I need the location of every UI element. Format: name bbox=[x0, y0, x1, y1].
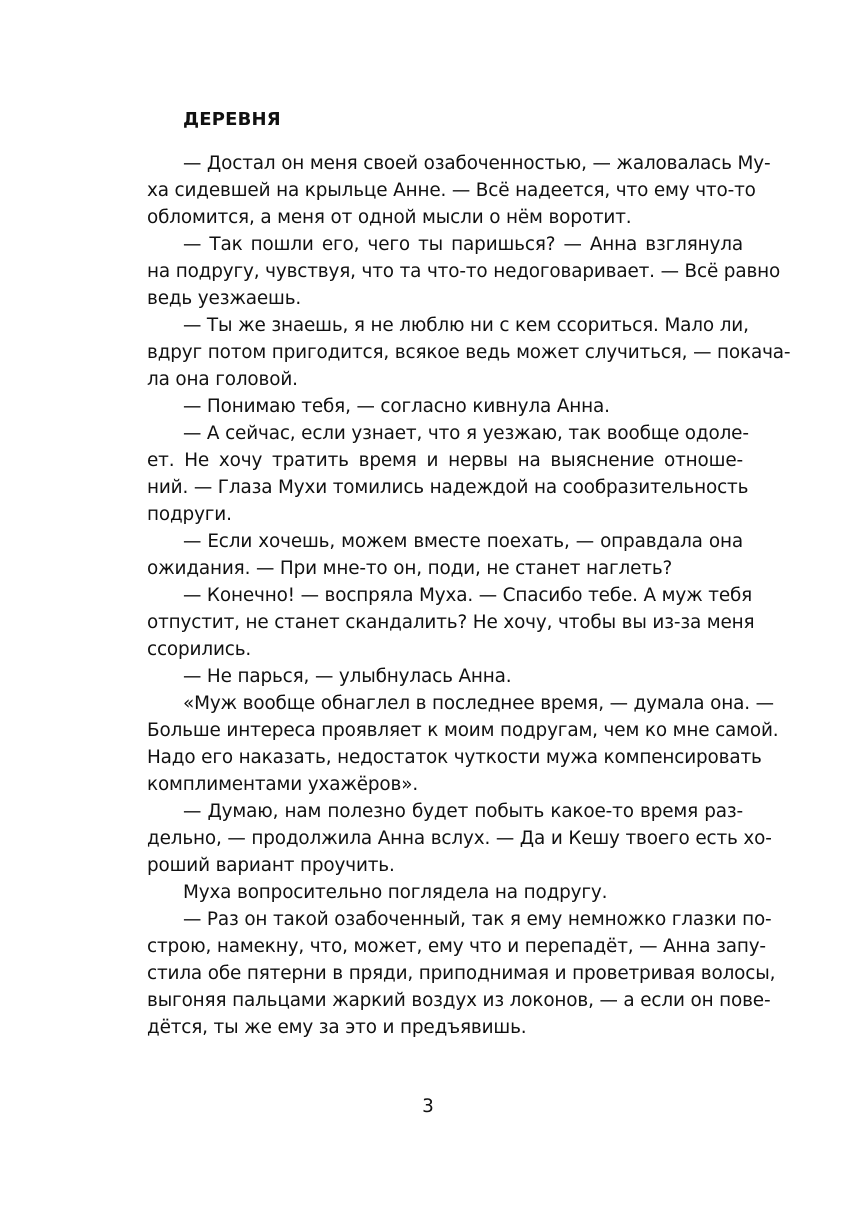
text-line: Надо его наказать, недостаток чуткости мужа компенсировать bbox=[147, 747, 762, 768]
text-line: обломится, а меня от одной мысли о нём воротит. bbox=[147, 207, 632, 228]
text-line: — Не парься, — улыбнулась Анна. bbox=[183, 666, 512, 687]
text-line: ведь уезжаешь. bbox=[147, 288, 302, 309]
text-line: стила обе пятерни в пряди, приподнимая и проветривая волосы, bbox=[147, 963, 776, 984]
text-line: вдруг потом пригодится, всякое ведь может случиться, — покача- bbox=[147, 342, 791, 363]
text-line: роший вариант проучить. bbox=[147, 855, 395, 876]
text-line: дётся, ты же ему за это и предъявишь. bbox=[147, 1017, 527, 1038]
page-number: 3 bbox=[422, 1096, 434, 1117]
body-text bbox=[147, 150, 791, 1041]
text-line: ет. Не хочу тратить время и нервы на выяснение отноше- bbox=[147, 450, 743, 471]
text-line: — Ты же знаешь, я не люблю ни с кем ссориться. Мало ли, bbox=[183, 315, 749, 336]
text-line: дельно, — продолжила Анна вслух. — Да и Кешу твоего есть хо- bbox=[147, 828, 772, 849]
text-line: — Конечно! — воспряла Муха. — Спасибо тебе. А муж тебя bbox=[183, 585, 753, 606]
text-line: — А сейчас, если узнает, что я уезжаю, так вообще одоле- bbox=[183, 423, 749, 444]
chapter-heading: ДЕРЕВНЯ bbox=[183, 109, 281, 130]
text-line: на подругу, чувствуя, что та что-то недоговаривает. — Всё равно bbox=[147, 261, 781, 282]
text-line: — Достал он меня своей озабоченностью, — жаловалась Му- bbox=[183, 153, 771, 174]
text-line: ха сидевшей на крыльце Анне. — Всё надеется, что ему что-то bbox=[147, 180, 756, 201]
text-line: отпустит, не станет скандалить? Не хочу, чтобы вы из-за меня bbox=[147, 612, 755, 633]
text-line: комплиментами ухажёров». bbox=[147, 774, 419, 795]
text-line: «Муж вообще обнаглел в последнее время, — думала она. — bbox=[183, 693, 774, 714]
text-line: ожидания. — При мне-то он, поди, не станет наглеть? bbox=[147, 558, 673, 579]
text-line: ла она головой. bbox=[147, 369, 298, 390]
text-line: ний. — Глаза Мухи томились надеждой на сообразительность bbox=[147, 477, 749, 498]
text-line: — Если хочешь, можем вместе поехать, — оправдала она bbox=[183, 531, 743, 552]
text-line: Больше интереса проявляет к моим подругам, чем ко мне самой. bbox=[147, 720, 779, 741]
text-line: строю, намекну, что, может, ему что и перепадёт, — Анна запу- bbox=[147, 936, 766, 957]
text-line: — Понимаю тебя, — согласно кивнула Анна. bbox=[183, 396, 610, 417]
text-line: — Так пошли его, чего ты паришься? — Анна взглянула bbox=[183, 234, 743, 255]
text-line: подруги. bbox=[147, 504, 232, 525]
text-line: ссорились. bbox=[147, 639, 252, 660]
text-line: — Думаю, нам полезно будет побыть какое-то время раз- bbox=[183, 801, 743, 822]
text-line: выгоняя пальцами жаркий воздух из локонов, — а если он пове- bbox=[147, 990, 771, 1011]
text-line: Муха вопросительно поглядела на подругу. bbox=[183, 882, 608, 903]
text-line: — Раз он такой озабоченный, так я ему немножко глазки по- bbox=[183, 909, 772, 930]
